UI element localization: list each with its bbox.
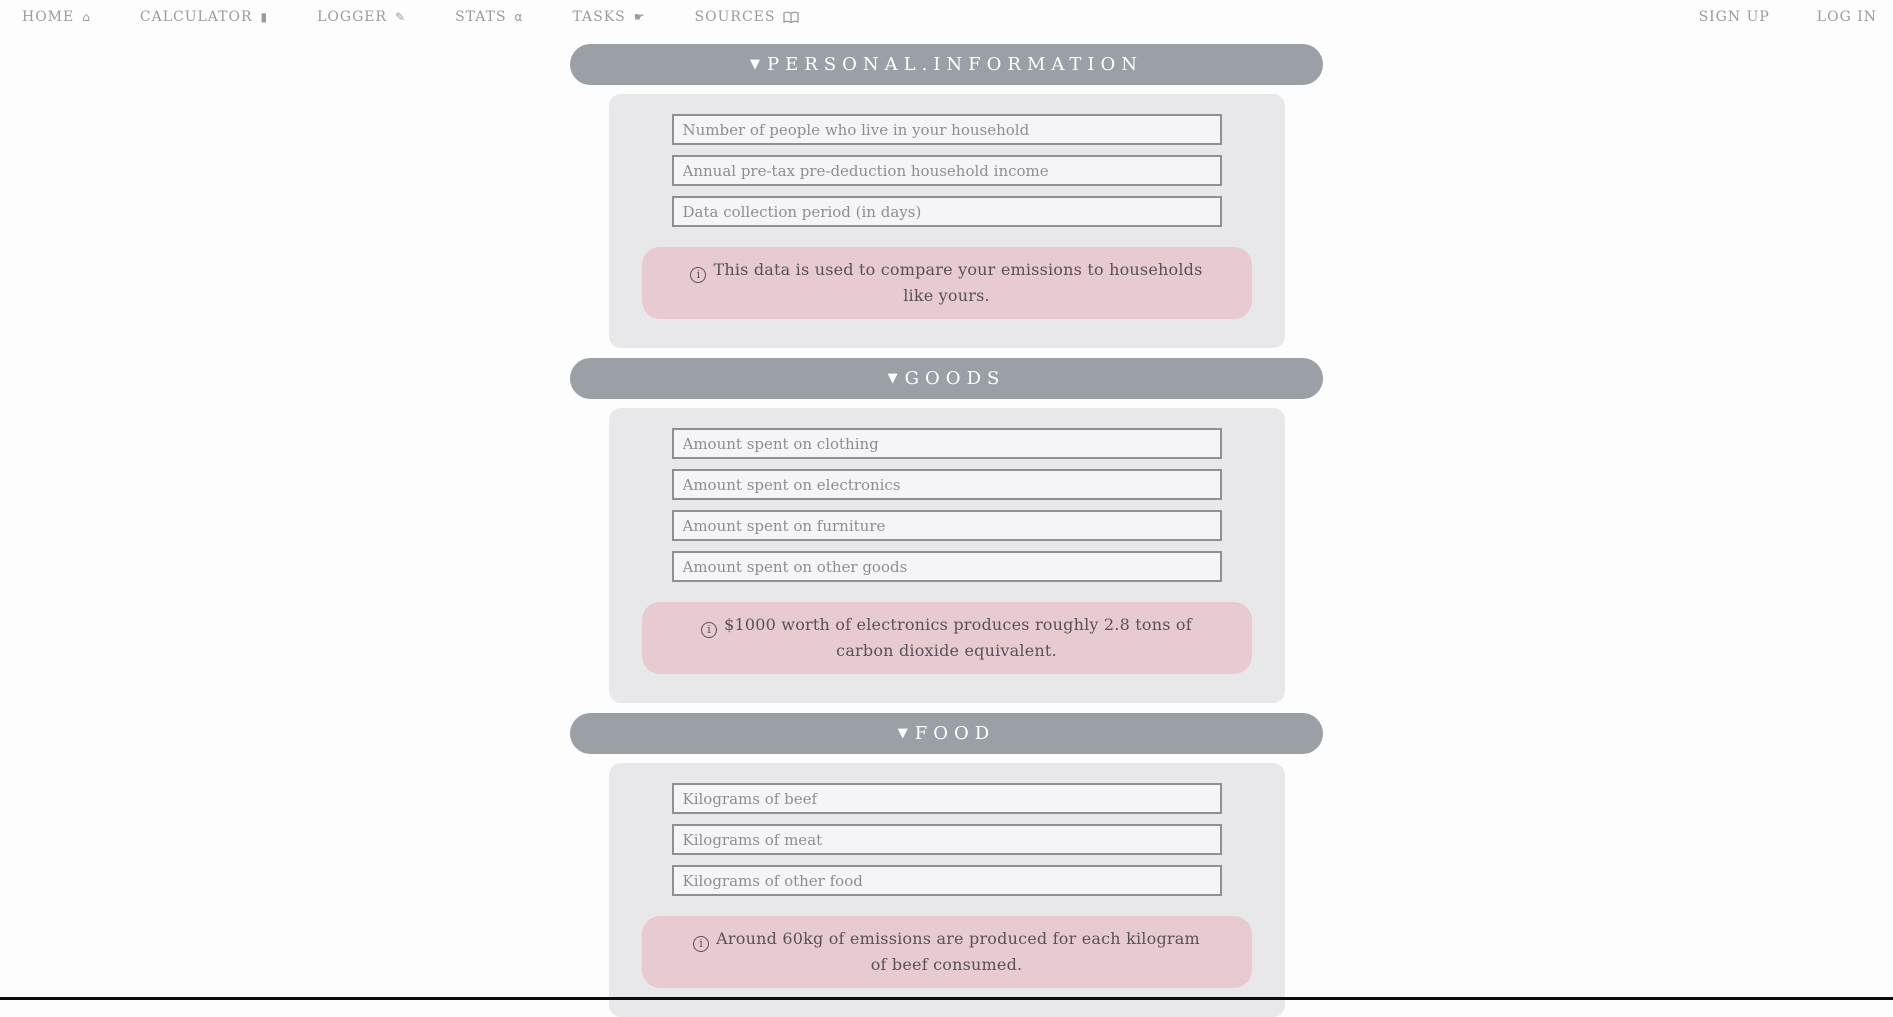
- food-panel: [609, 763, 1285, 1017]
- electronics-spend-input[interactable]: [672, 469, 1222, 500]
- section-title: FOOD: [914, 722, 996, 744]
- nav-right-group: [1699, 9, 1877, 25]
- household-income-input[interactable]: [672, 155, 1222, 186]
- info-text: $1000 worth of electronics produces roughly 2.8 tons of carbon dioxide equivalent.: [724, 615, 1192, 660]
- section-header-personal-information[interactable]: [570, 44, 1323, 85]
- info-icon: i: [701, 622, 717, 638]
- beef-kg-input[interactable]: [672, 783, 1222, 814]
- info-box: [642, 916, 1252, 988]
- nav-item-label: LOG IN: [1816, 9, 1877, 25]
- nav-item-logger[interactable]: [317, 9, 406, 25]
- pointing-hand-icon: ☛: [633, 10, 646, 24]
- info-icon: i: [693, 936, 709, 952]
- section-header-goods[interactable]: [570, 358, 1323, 399]
- open-book-icon: [783, 11, 799, 24]
- furniture-spend-input[interactable]: [672, 510, 1222, 541]
- other-goods-spend-input[interactable]: [672, 551, 1222, 582]
- nav-item-label: STATS: [455, 9, 507, 25]
- other-food-kg-input[interactable]: [672, 865, 1222, 896]
- nav-item-sign-up[interactable]: [1699, 9, 1770, 25]
- section-header-food[interactable]: [570, 713, 1323, 754]
- nav-item-label: LOGGER: [317, 9, 388, 25]
- stats-alpha-icon: α: [514, 10, 524, 24]
- collapse-triangle-icon: ▼: [749, 57, 760, 72]
- section-title: GOODS: [904, 367, 1006, 389]
- pencil-icon: ✎: [395, 10, 407, 24]
- nav-left-group: [22, 9, 799, 25]
- collapse-triangle-icon: ▼: [897, 726, 908, 741]
- info-icon: i: [690, 267, 706, 283]
- home-icon: ⌂: [82, 10, 91, 24]
- info-text: Around 60kg of emissions are produced for each kilogram of beef consumed.: [716, 929, 1200, 974]
- nav-item-label: HOME: [22, 9, 75, 25]
- section-food: [0, 713, 1893, 1017]
- nav-item-label: SOURCES: [694, 9, 776, 25]
- calculator-icon: ▮: [260, 10, 269, 24]
- section-title: PERSONAL.INFORMATION: [766, 53, 1144, 75]
- collapse-triangle-icon: ▼: [887, 371, 898, 386]
- info-box: [642, 247, 1252, 319]
- nav-item-tasks[interactable]: [572, 9, 645, 25]
- bottom-divider: [0, 997, 1893, 1000]
- nav-item-label: SIGN UP: [1698, 9, 1770, 25]
- nav-item-sources[interactable]: [695, 9, 800, 25]
- clothing-spend-input[interactable]: [672, 428, 1222, 459]
- nav-item-label: CALCULATOR: [139, 9, 253, 25]
- nav-item-label: TASKS: [572, 9, 626, 25]
- info-text: This data is used to compare your emissions to households like yours.: [713, 260, 1203, 305]
- top-nav-bar: [0, 0, 1893, 34]
- section-goods: [0, 358, 1893, 703]
- nav-item-stats[interactable]: [455, 9, 523, 25]
- info-box: [642, 602, 1252, 674]
- section-personal-information: [0, 44, 1893, 348]
- nav-item-calculator[interactable]: [140, 9, 268, 25]
- data-collection-period-input[interactable]: [672, 196, 1222, 227]
- meat-kg-input[interactable]: [672, 824, 1222, 855]
- nav-item-home[interactable]: [22, 9, 91, 25]
- nav-item-log-in[interactable]: [1817, 9, 1877, 25]
- personal-information-panel: [609, 94, 1285, 348]
- goods-panel: [609, 408, 1285, 703]
- household-size-input[interactable]: [672, 114, 1222, 145]
